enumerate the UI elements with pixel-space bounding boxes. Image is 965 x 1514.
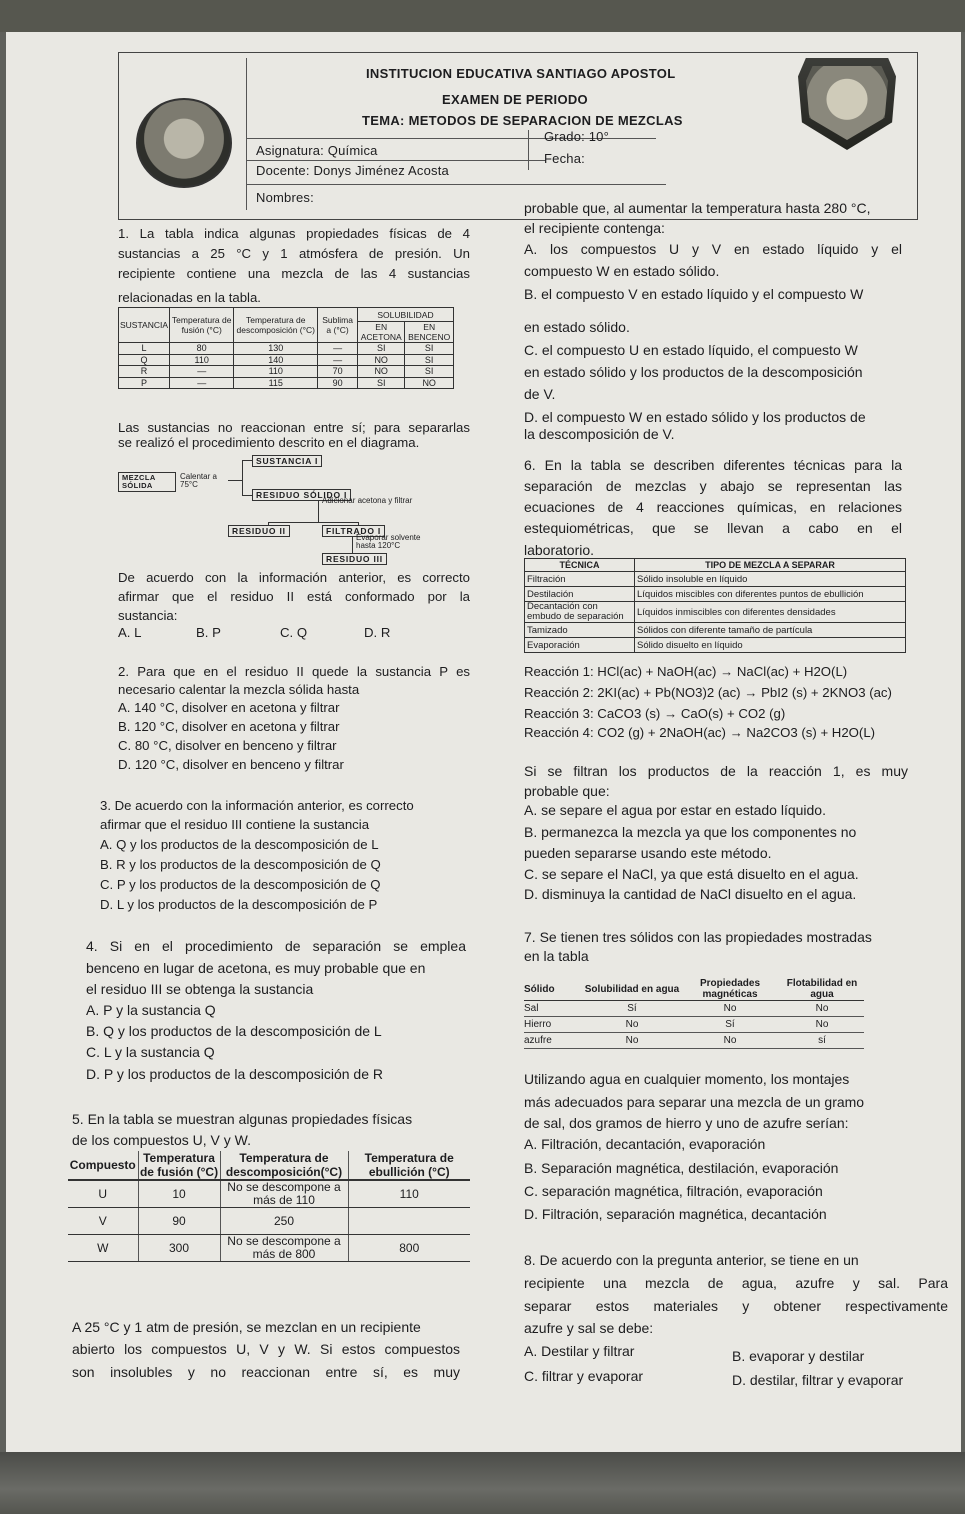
q6-option-d[interactable]: D. disminuya la cantidad de NaCl disuelto en el agua.	[524, 886, 857, 902]
diagram-evaporar: Evaporar solvente hasta 120°C	[356, 533, 421, 550]
q1-after-2: se realizó el procedimiento descrito en el diagrama.	[118, 435, 420, 450]
th-compuesto: Compuesto	[68, 1151, 138, 1180]
teacher-label: Docente: Donys Jiménez Acosta	[256, 163, 449, 178]
q8-option-a[interactable]: A. Destilar y filtrar	[524, 1343, 635, 1359]
diagram-calentar: Calentar a 75°C	[180, 472, 217, 489]
q6-option-b-2[interactable]: pueden separarse usando este método.	[524, 845, 772, 861]
q5-option-c-2[interactable]: en estado sólido y los productos de la descomposición	[524, 364, 863, 380]
q3-line-2: afirmar que el residuo III contiene la sustancia	[100, 817, 370, 832]
table-row: Q 110 140 — NO SI	[119, 354, 454, 366]
q3-option-d[interactable]: D. L y los productos de la descomposición de P	[100, 897, 378, 912]
date-field[interactable]: Fecha:	[544, 151, 585, 166]
q1-option-b[interactable]: B. P	[196, 625, 221, 640]
q8-line-4: azufre y sal se debe:	[524, 1320, 654, 1336]
q5-option-d-1[interactable]: D. el compuesto W en estado sólido y los productos de	[524, 409, 866, 425]
techniques-table	[524, 558, 906, 653]
th-magneticas: Propiedades magnéticas	[680, 978, 780, 1001]
names-field[interactable]: Nombres:	[256, 190, 314, 205]
table-row: U 10 No se descompone a más de 110 110	[68, 1180, 470, 1208]
th-sublima: Sublima a (°C)	[318, 308, 358, 343]
q8-option-c[interactable]: C. filtrar y evaporar	[524, 1368, 644, 1384]
th-tipo-mezcla: TIPO DE MEZCLA A SEPARAR	[635, 559, 906, 572]
th-ebullicion: Temperatura de ebullición (°C)	[348, 1151, 470, 1180]
q1-line-2: sustancias a 25 °C y 1 atmósfera de presión. Un	[118, 246, 470, 261]
q6-option-c[interactable]: C. se separe el NaCl, ya que está disuelto en el agua.	[524, 866, 859, 882]
th-benceno: EN BENCENO	[405, 322, 454, 343]
q5-option-c-1[interactable]: C. el compuesto U en estado líquido, el compuesto W	[524, 342, 858, 358]
subject-label: Asignatura: Química	[256, 143, 378, 158]
th-fusion: Temperatura de fusión (°C)	[170, 308, 234, 343]
th-tecnica: TÉCNICA	[525, 559, 635, 572]
q7-line-2: en la tabla	[524, 948, 589, 964]
reaction-3: Reacción 3: CaCO3 (s) → CaO(s) + CO2 (g)	[524, 706, 786, 721]
q1-line-1: 1. La tabla indica algunas propiedades físicas de 4	[118, 226, 470, 241]
q5-option-c-3[interactable]: de V.	[524, 386, 556, 402]
th-acetona: EN ACETONA	[358, 322, 405, 343]
q5-option-b-1[interactable]: B. el compuesto V en estado líquido y el compuesto W	[524, 286, 864, 302]
q1-line-4: relacionadas en la tabla.	[118, 290, 261, 305]
q1-question-2: afirmar que el residuo II está conformado por la	[118, 589, 470, 604]
grade-label: Grado: 10°	[544, 129, 610, 144]
q5-option-a-1[interactable]: A. los compuestos U y V en estado líquido y el	[524, 241, 902, 257]
table-row: azufre No No sí	[524, 1033, 864, 1049]
q7-option-b[interactable]: B. Separación magnética, destilación, evaporación	[524, 1160, 839, 1176]
th-flotabilidad: Flotabilidad en agua	[780, 978, 864, 1001]
substances-table	[118, 307, 454, 389]
table-row: Decantación con embudo de separación Líquidos inmiscibles con diferentes densidades	[525, 602, 906, 623]
q8-line-1: 8. De acuerdo con la pregunta anterior, se tiene en un	[524, 1252, 859, 1268]
th-descomp: Temperatura de descomposición (°C)	[234, 308, 318, 343]
diagram-mezcla: MEZCLA SÓLIDA	[118, 472, 176, 492]
table-row: Sal Sí No No	[524, 1001, 864, 1017]
q2-option-b[interactable]: B. 120 °C, disolver en acetona y filtrar	[118, 719, 340, 734]
table-row: Evaporación Sólido disuelto en líquido	[525, 638, 906, 653]
diagram-residuo-2: RESIDUO II	[228, 525, 290, 537]
q2-option-c[interactable]: C. 80 °C, disolver en benceno y filtrar	[118, 738, 337, 753]
q8-option-d[interactable]: D. destilar, filtrar y evaporar	[732, 1372, 904, 1388]
table-row: Tamizado Sólidos con diferente tamaño de partícula	[525, 623, 906, 638]
q7-line-1: 7. Se tienen tres sólidos con las propiedades mostradas	[524, 929, 872, 945]
q5-after-1: A 25 °C y 1 atm de presión, se mezclan en un recipiente	[72, 1319, 421, 1335]
q1-question-3: sustancia:	[118, 608, 178, 623]
th-solubilidad-agua: Solubilidad en agua	[584, 978, 680, 1001]
q5-option-a-2[interactable]: compuesto W en estado sólido.	[524, 263, 720, 279]
q7-option-c[interactable]: C. separación magnética, filtración, evaporación	[524, 1183, 823, 1199]
q4-option-c[interactable]: C. L y la sustancia Q	[86, 1044, 215, 1060]
q6-line-1: 6. En la tabla se describen diferentes técnicas para la	[524, 457, 902, 473]
q2-option-a[interactable]: A. 140 °C, disolver en acetona y filtrar	[118, 700, 340, 715]
table-row: L 80 130 — SI SI	[119, 343, 454, 355]
q7-after-1: Utilizando agua en cualquier momento, los montajes	[524, 1071, 850, 1087]
q1-option-a[interactable]: A. L	[118, 625, 142, 640]
q4-line-1: 4. Si en el procedimiento de separación se emplea	[86, 938, 466, 954]
th-fusion-5: Temperatura de fusión (°C)	[139, 1151, 219, 1179]
q6-question-1: Si se filtran los productos de la reacción 1, es muy	[524, 763, 908, 779]
q6-option-b-1[interactable]: B. permanezca la mezcla ya que los componentes no	[524, 824, 857, 840]
q6-option-a[interactable]: A. se separe el agua por estar en estado líquido.	[524, 802, 826, 818]
q3-line-1: 3. De acuerdo con la información anterior, es correcto	[100, 798, 414, 813]
q5-line-2: de los compuestos U, V y W.	[72, 1132, 251, 1148]
q6-line-4: estequiométricas, que se llevan a cabo en el	[524, 520, 902, 536]
q1-option-d[interactable]: D. R	[364, 625, 391, 640]
q1-question-1: De acuerdo con la información anterior, es correcto	[118, 570, 470, 585]
q4-line-2: benceno en lugar de acetona, es muy probable que en	[86, 960, 426, 976]
q1-after-1: Las sustancias no reaccionan entre sí; para separarlas	[118, 420, 470, 435]
compounds-table	[68, 1151, 470, 1262]
table-row: W 300 No se descompone a más de 800 800	[68, 1235, 470, 1262]
q4-option-b[interactable]: B. Q y los productos de la descomposición de L	[86, 1023, 382, 1039]
q5-option-b-2[interactable]: en estado sólido.	[524, 319, 630, 335]
q8-line-2: recipiente una mezcla de agua, azufre y sal. Para	[524, 1275, 948, 1291]
q2-option-d[interactable]: D. 120 °C, disolver en benceno y filtrar	[118, 757, 344, 772]
q6-line-5: laboratorio.	[524, 542, 595, 558]
q5-option-d-2[interactable]: la descomposición de V.	[524, 426, 675, 442]
q4-option-a[interactable]: A. P y la sustancia Q	[86, 1002, 216, 1018]
q5-cont-1: probable que, al aumentar la temperatura hasta 280 °C,	[524, 200, 871, 216]
q5-after-3: son insolubles y no reaccionan entre sí, es muy	[72, 1364, 460, 1380]
q1-option-c[interactable]: C. Q	[280, 625, 308, 640]
exam-topic: TEMA: METODOS DE SEPARACION DE MEZCLAS	[362, 113, 683, 128]
diagram-residuo-1: RESIDUO SÓLIDO I	[252, 489, 351, 501]
q7-after-3: de sal, dos gramos de hierro y uno de azufre serían:	[524, 1115, 849, 1131]
school-seal-left	[136, 98, 232, 188]
q2-line-1: 2. Para que en el residuo II quede la sustancia P es	[118, 664, 470, 679]
solids-table	[524, 978, 864, 1049]
q2-line-2: necesario calentar la mezcla sólida hasta	[118, 682, 360, 697]
q6-question-2: probable que:	[524, 783, 610, 799]
table-row: P — 115 90 SI NO	[119, 377, 454, 389]
q6-line-2: separación de mezclas y abajo se representan las	[524, 478, 902, 494]
q4-option-d[interactable]: D. P y los productos de la descomposición de R	[86, 1066, 384, 1082]
school-name: INSTITUCION EDUCATIVA SANTIAGO APOSTOL	[366, 66, 676, 81]
q3-option-b[interactable]: B. R y los productos de la descomposición de Q	[100, 857, 381, 872]
q4-line-3: el residuo III se obtenga la sustancia	[86, 981, 314, 997]
q8-line-3: separar estos materiales y obtener respectivamente	[524, 1298, 948, 1314]
th-sustancia: SUSTANCIA	[119, 308, 170, 343]
q8-option-b[interactable]: B. evaporar y destilar	[732, 1348, 865, 1364]
table-row: V 90 250	[68, 1208, 470, 1235]
q7-option-a[interactable]: A. Filtración, decantación, evaporación	[524, 1136, 766, 1152]
reaction-1: Reacción 1: HCl(ac) + NaOH(ac) → NaCl(ac) + H2O(L)	[524, 664, 848, 679]
th-solido: Sólido	[524, 978, 584, 1001]
th-descomp-5: Temperatura de descomposición(°C)	[220, 1151, 348, 1180]
table-row: Filtración Sólido insoluble en líquido	[525, 572, 906, 587]
table-row: Destilación Líquidos miscibles con diferentes puntos de ebullición	[525, 587, 906, 602]
q7-option-d[interactable]: D. Filtración, separación magnética, decantación	[524, 1206, 827, 1222]
q1-line-3: recipiente contiene una mezcla de las 4 sustancias	[118, 266, 470, 281]
diagram-adicionar: Adicionar acetona y filtrar	[322, 496, 413, 505]
table-row: Hierro No Sí No	[524, 1017, 864, 1033]
reaction-2: Reacción 2: 2KI(ac) + Pb(NO3)2 (ac) → PbI2 (s) + 2KNO3 (ac)	[524, 685, 892, 700]
q3-option-a[interactable]: A. Q y los productos de la descomposición de L	[100, 837, 379, 852]
q3-option-c[interactable]: C. P y los productos de la descomposición de Q	[100, 877, 381, 892]
diagram-residuo-3: RESIDUO III	[322, 553, 387, 565]
exam-title: EXAMEN DE PERIODO	[442, 92, 588, 107]
background-top	[0, 0, 965, 32]
q7-after-2: más adecuados para separar una mezcla de un gramo	[524, 1094, 865, 1110]
q5-cont-2: el recipiente contenga:	[524, 220, 665, 236]
background-bottom	[0, 1452, 965, 1514]
q6-line-3: ecuaciones de 4 reacciones químicas, en relaciones	[524, 499, 902, 515]
q5-line-1: 5. En la tabla se muestran algunas propiedades físicas	[72, 1111, 413, 1127]
diagram-filtrado-1: FILTRADO I	[322, 525, 385, 537]
table-row: R — 110 70 NO SI	[119, 366, 454, 378]
q5-after-2: abierto los compuestos U, V y W. Si estos compuestos	[72, 1341, 460, 1357]
diagram-sustancia-1: SUSTANCIA I	[252, 455, 322, 467]
th-solubilidad: SOLUBILIDAD	[358, 308, 454, 322]
reaction-4: Reacción 4: CO2 (g) + 2NaOH(ac) → Na2CO3 (s) + H2O(L)	[524, 725, 876, 740]
